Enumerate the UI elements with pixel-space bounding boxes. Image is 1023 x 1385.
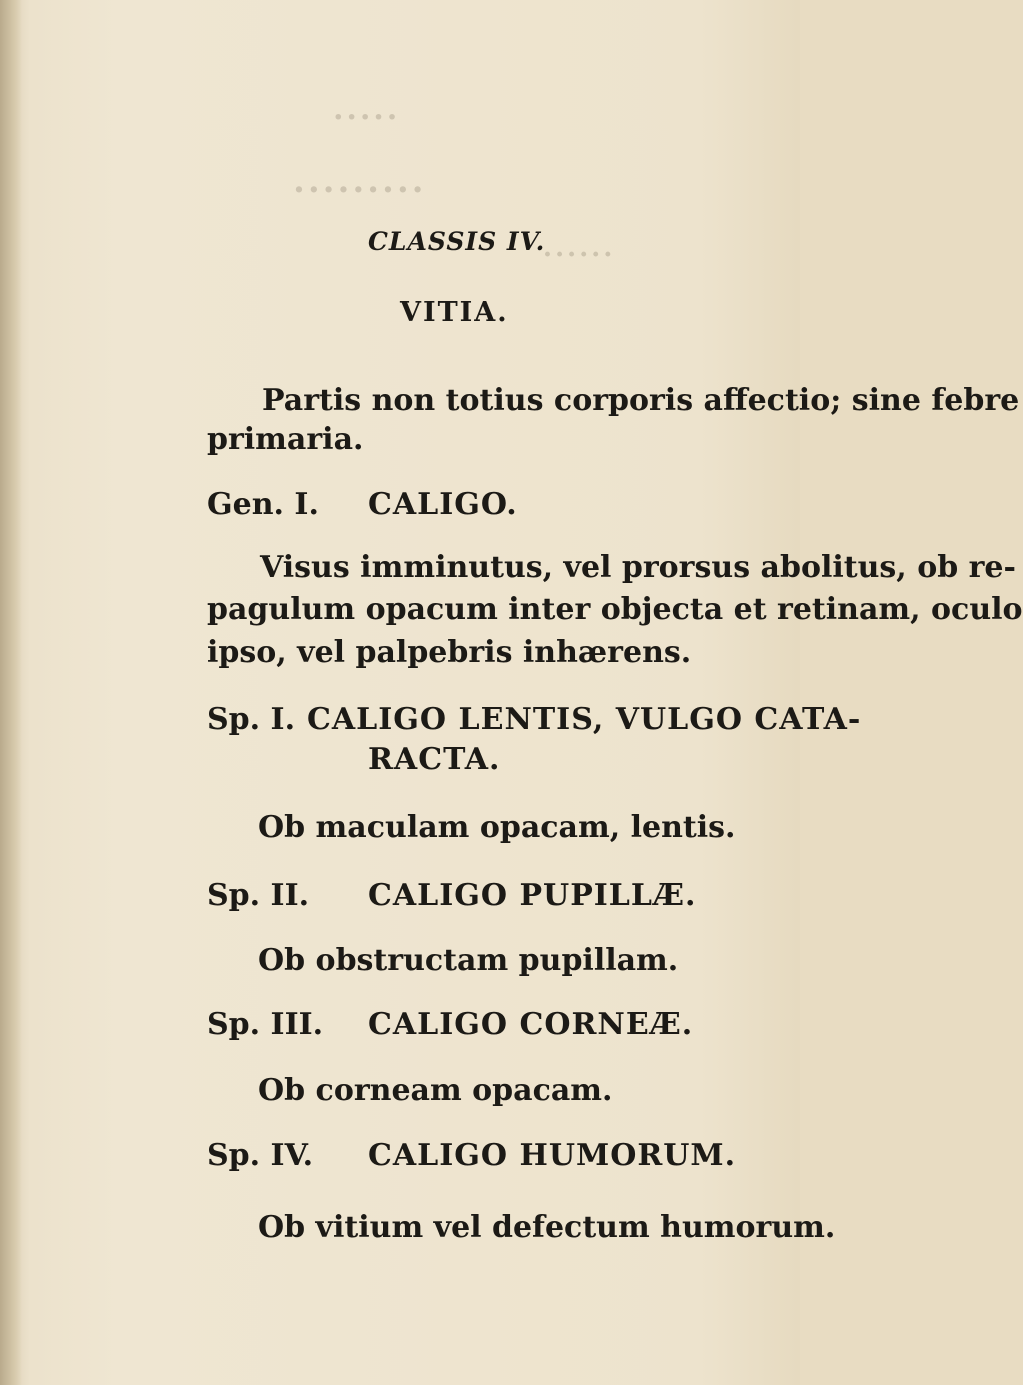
intro-line-2: primaria.: [207, 422, 364, 457]
species-4-label: Sp. IV.: [207, 1138, 314, 1173]
species-4-name: CALIGO HUMORUM.: [368, 1138, 737, 1173]
show-through-text: ·········: [290, 170, 424, 210]
genus-label: Gen. I.: [207, 487, 319, 522]
species-1-name-cont: RACTA.: [368, 742, 501, 777]
species-2-label: Sp. II.: [207, 878, 310, 913]
page-binding-shadow: [0, 0, 22, 1385]
species-2-name: CALIGO PUPILLÆ.: [368, 878, 697, 913]
species-4-desc: Ob vitium vel defectum humorum.: [258, 1210, 836, 1245]
definition-line-1: Visus imminutus, vel prorsus abolitus, ob re-: [260, 550, 1016, 585]
species-3-desc: Ob corneam opacam.: [258, 1073, 613, 1108]
order-heading: VITIA.: [400, 297, 509, 328]
definition-line-2: pagulum opacum inter objecta et retinam, oculo: [207, 592, 1023, 627]
species-1-label: Sp. I.: [207, 702, 296, 737]
species-1-desc: Ob maculam opacam, lentis.: [258, 810, 736, 845]
show-through-text: ·····: [330, 100, 398, 135]
genus-name: CALIGO.: [368, 487, 518, 522]
species-2-desc: Ob obstructam pupillam.: [258, 943, 679, 978]
intro-line-1: Partis non totius corporis affectio; sine febre: [262, 383, 1020, 418]
species-3-label: Sp. III.: [207, 1007, 324, 1042]
definition-line-3: ipso, vel palpebris inhærens.: [207, 635, 692, 670]
species-3-name: CALIGO CORNEÆ.: [368, 1007, 694, 1042]
show-through-text: ······: [540, 240, 613, 270]
class-heading: CLASSIS IV.: [368, 227, 546, 256]
species-1-name: CALIGO LENTIS, VULGO CATA-: [307, 702, 862, 737]
